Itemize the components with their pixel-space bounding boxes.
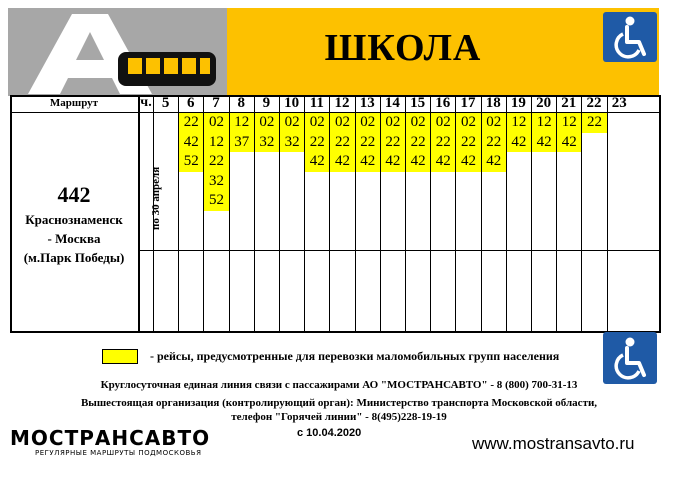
route-name-line: (м.Парк Победы): [23, 250, 125, 265]
hour-label: 15: [410, 95, 426, 111]
hour-label: 16: [435, 95, 451, 111]
departure-minute: 02: [431, 113, 455, 133]
stop-name: ШКОЛА: [324, 27, 482, 69]
departure-minute: 22: [431, 133, 455, 153]
departure-minute: 12: [557, 113, 581, 133]
wheelchair-icon: [603, 332, 657, 384]
route-header: Маршрут: [49, 97, 99, 109]
departure-minute: 32: [280, 133, 304, 153]
grid-border: [659, 95, 661, 333]
departure-minute: 02: [456, 113, 480, 133]
authority-text: Вышестоящая организация (контролирующий орган): Министерство транспорта Московской области,: [80, 397, 598, 409]
legend-text: - рейсы, предусмотренные для перевозки маломобильных групп населения: [150, 349, 560, 363]
hour-label: 13: [359, 95, 375, 111]
hour-label: 6: [187, 95, 195, 111]
departure-minute: 02: [280, 113, 304, 133]
departure-minute: 02: [255, 113, 279, 133]
departure-minute: 02: [406, 113, 430, 133]
departure-minute: 42: [305, 152, 329, 172]
grid-border: [10, 331, 659, 333]
departure-minute: 42: [406, 152, 430, 172]
departure-minute: 52: [179, 152, 203, 172]
hour-label: 9: [262, 95, 271, 111]
departure-minute: 22: [356, 133, 380, 153]
departure-minute: 42: [431, 152, 455, 172]
departure-minute: 02: [305, 113, 329, 133]
hour-label: 10: [284, 95, 300, 111]
hour-label: 20: [536, 95, 552, 111]
valid-until-note: по 30 апреля: [150, 166, 162, 230]
departure-minute: 42: [482, 152, 506, 172]
hotline-text: Круглосуточная единая линия связи с пассажирами АО "МОСТРАНСАВТО" - 8 (800) 700-31-13: [100, 379, 578, 391]
hour-label: 19: [510, 95, 526, 111]
hour-label: 11: [309, 95, 324, 111]
departure-minute: 22: [456, 133, 480, 153]
hour-label: 7: [212, 95, 220, 111]
departure-minute: 42: [381, 152, 405, 172]
departure-minute: 12: [204, 133, 228, 153]
hour-header: ч.: [140, 95, 152, 110]
hour-label: 5: [161, 95, 170, 111]
departure-minute: 22: [305, 133, 329, 153]
departure-minute: 42: [330, 152, 354, 172]
departure-minute: 22: [406, 133, 430, 153]
departure-minute: 32: [255, 133, 279, 153]
departure-minute: 22: [482, 133, 506, 153]
departure-minute: 37: [230, 133, 254, 153]
brand-logo: МОСТРАНСАВТО: [10, 426, 211, 450]
departure-minute: 22: [381, 133, 405, 153]
hour-label: 18: [485, 95, 501, 111]
valid-from-date: с 10.04.2020: [297, 427, 362, 439]
hour-label: 8: [237, 95, 245, 111]
grid-line: [607, 95, 608, 331]
departure-minute: 42: [557, 133, 581, 153]
departure-minute: 02: [381, 113, 405, 133]
website-link[interactable]: www.mostransavto.ru: [472, 434, 635, 453]
departure-minute: 22: [204, 152, 228, 172]
departure-minute: 22: [582, 113, 606, 133]
departure-minute: 12: [507, 113, 531, 133]
hour-label: 23: [611, 95, 627, 111]
authority-phone-text: телефон "Горячей линии" - 8(495)228-19-19: [231, 411, 447, 423]
brand-tagline: РЕГУЛЯРНЫЕ МАРШРУТЫ ПОДМОСКОВЬЯ: [35, 449, 202, 457]
departure-minute: 32: [204, 172, 228, 192]
route-name-line: Краснознаменск: [25, 212, 123, 227]
hour-label: 17: [460, 95, 476, 111]
departure-minute: 42: [179, 133, 203, 153]
departure-minute: 42: [507, 133, 531, 153]
departure-minute: 22: [330, 133, 354, 153]
departure-minute: 52: [204, 191, 228, 211]
departure-minute: 12: [532, 113, 556, 133]
route-number: 442: [57, 182, 91, 207]
route-name-line: - Москва: [47, 231, 101, 246]
hour-label: 22: [586, 95, 602, 111]
departure-minute: 02: [482, 113, 506, 133]
departure-minute: 02: [204, 113, 228, 133]
departure-minute: 42: [356, 152, 380, 172]
departure-minute: 42: [532, 133, 556, 153]
departure-minute: 02: [356, 113, 380, 133]
departure-minute: 42: [456, 152, 480, 172]
grid-line: [138, 95, 140, 331]
departure-minute: 12: [230, 113, 254, 133]
hour-label: 14: [384, 95, 400, 111]
departure-minute: 02: [330, 113, 354, 133]
hour-label: 12: [334, 95, 350, 111]
departure-minute: 22: [179, 113, 203, 133]
hour-label: 21: [561, 95, 577, 111]
legend-swatch: [102, 349, 138, 364]
